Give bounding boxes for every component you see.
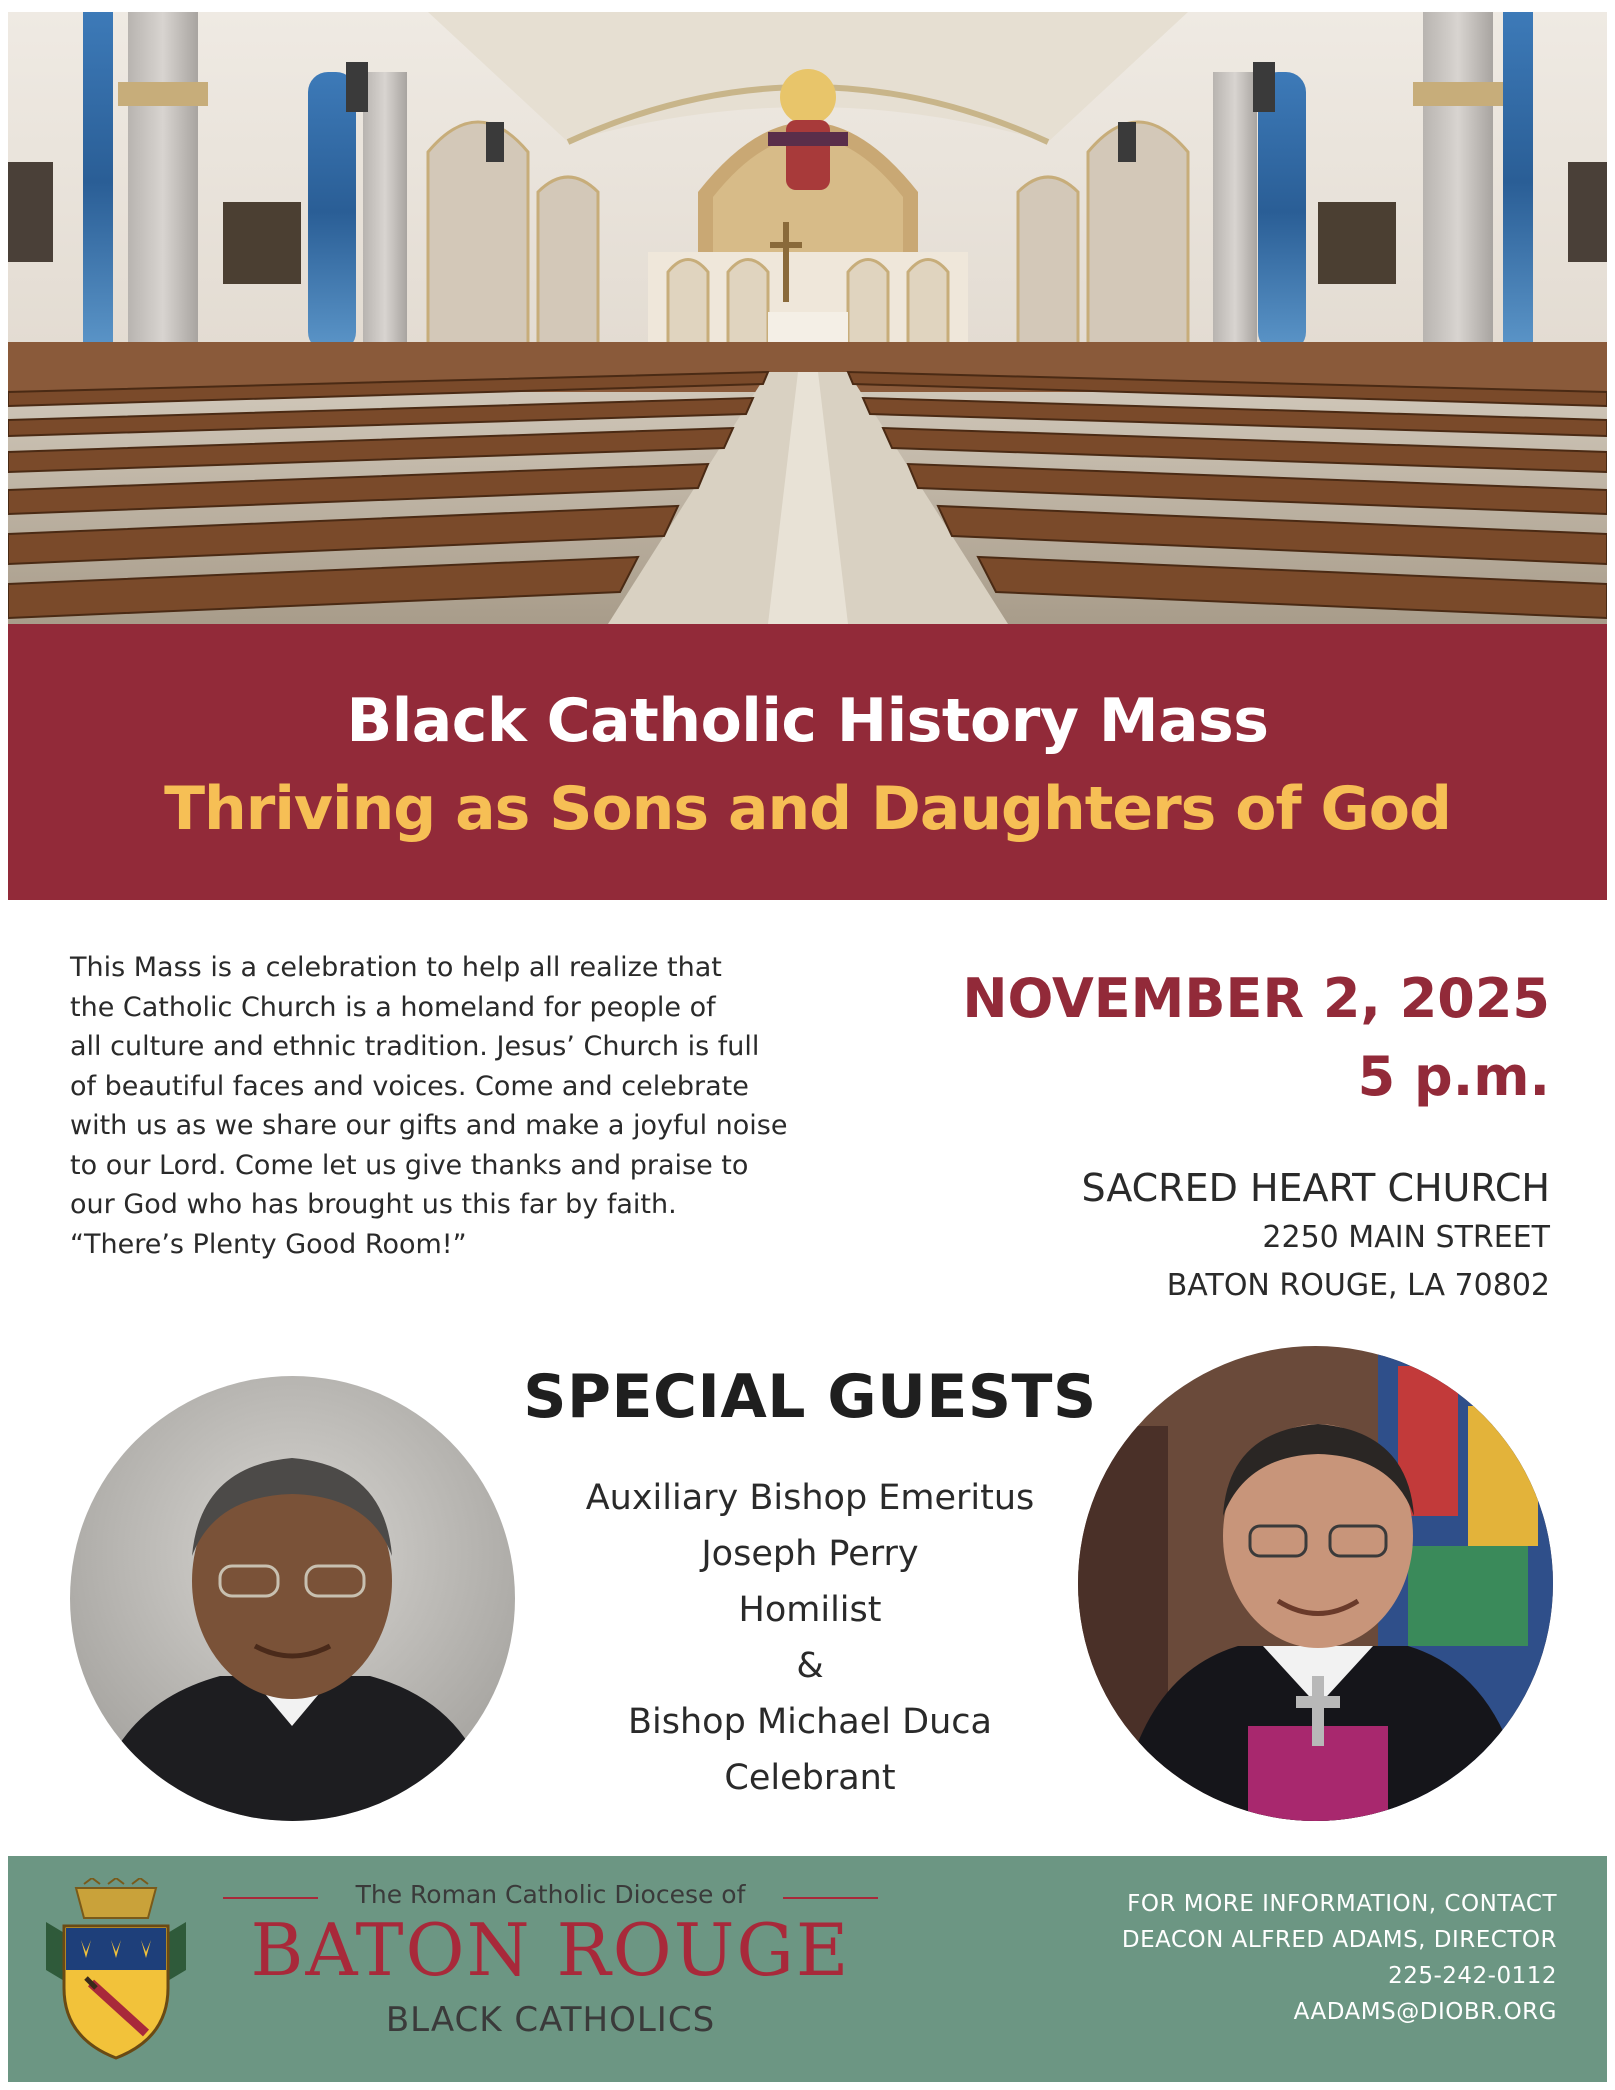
guest-line: Celebrant [724, 1758, 896, 1798]
guest-photo-left [70, 1376, 515, 1821]
guest-line: Auxiliary Bishop Emeritus [585, 1478, 1035, 1518]
diocese-crest-icon [36, 1878, 196, 2064]
contact-info [1122, 1886, 1557, 2030]
intro-paragraph [70, 948, 850, 1264]
contact-heading: FOR MORE INFORMATION, CONTACT [1127, 1891, 1557, 1917]
guest-line: & [796, 1646, 824, 1686]
venue-address-line1: 2250 MAIN STREET [1262, 1220, 1550, 1255]
venue-address-line2: BATON ROUGE, LA 70802 [1166, 1268, 1550, 1303]
contact-phone: 225-242-0112 [1388, 1963, 1557, 1989]
contact-name: DEACON ALFRED ADAMS, DIRECTOR [1121, 1927, 1557, 1953]
title-banner [8, 624, 1607, 900]
guest-line: Homilist [738, 1590, 882, 1630]
event-title: Black Catholic History Mass [346, 686, 1269, 756]
contact-email[interactable]: AADAMS@DIOBR.ORG [1293, 1999, 1557, 2025]
diocese-tagline: The Roman Catholic Diocese of [355, 1880, 746, 1909]
intro-line: with us as we share our gifts and make a joyful noise [70, 1110, 788, 1141]
venue-name: SACRED HEART CHURCH [1081, 1166, 1550, 1210]
event-time: 5 p.m. [1357, 1045, 1550, 1108]
event-date: NOVEMBER 2, 2025 [962, 967, 1550, 1030]
hero-church-photo [8, 12, 1607, 624]
intro-line: “There’s Plenty Good Room!” [70, 1228, 467, 1260]
diocese-name: BATON ROUGE [250, 1908, 851, 1992]
guest-line: Joseph Perry [701, 1534, 919, 1574]
intro-line: of beautiful faces and voices. Come and celebrate [70, 1070, 749, 1102]
intro-line: This Mass is a celebration to help all realize that [70, 952, 722, 983]
special-guests-title: SPECIAL GUESTS [523, 1362, 1097, 1432]
footer-bar [8, 1856, 1607, 2082]
guest-line: Bishop Michael Duca [628, 1702, 992, 1742]
event-subtitle: Thriving as Sons and Daughters of God [164, 774, 1451, 844]
intro-line: our God who has brought us this far by faith. [70, 1189, 677, 1220]
diocese-subtitle: BLACK CATHOLICS [385, 2000, 716, 2040]
intro-line: all culture and ethnic tradition. Jesus’ Church is full [70, 1031, 760, 1062]
venue-block [1082, 1162, 1551, 1310]
special-guests-list [470, 1470, 1150, 1806]
date-time-block [962, 966, 1550, 1110]
intro-line: to our Lord. Come let us give thanks and praise to [70, 1149, 749, 1181]
intro-line: the Catholic Church is a homeland for people of [70, 991, 716, 1023]
